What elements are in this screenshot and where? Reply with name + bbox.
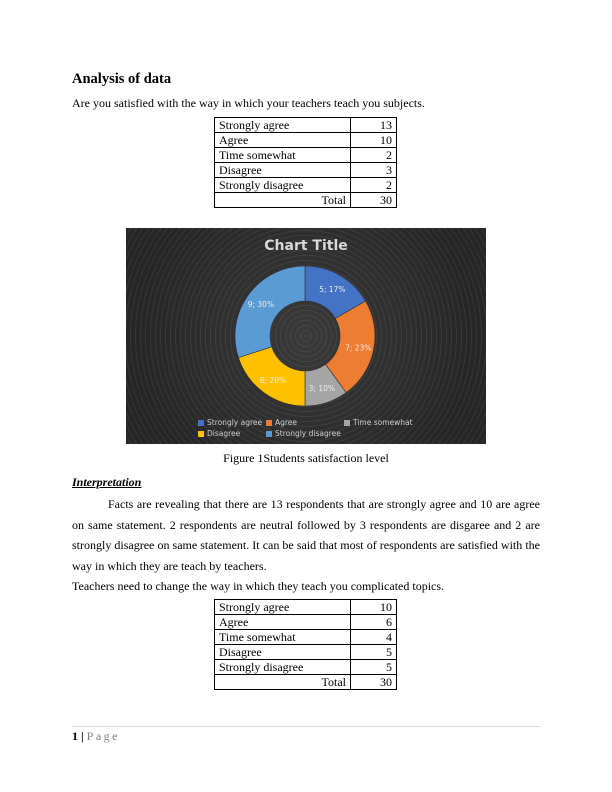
legend-item	[344, 418, 413, 427]
row-value: 2	[351, 148, 397, 163]
interpretation-title: Interpretation	[72, 475, 142, 489]
legend-swatch	[266, 420, 272, 426]
row-label: Time somewhat	[215, 148, 351, 163]
total-value: 30	[351, 675, 397, 690]
table-question-1	[214, 117, 397, 208]
footer-separator: |	[78, 729, 87, 743]
footer-divider	[72, 726, 540, 727]
legend-label: Strongly agree	[207, 418, 263, 427]
row-label: Disagree	[215, 163, 351, 178]
legend-swatch	[198, 431, 204, 437]
page-word: Page	[86, 729, 120, 743]
row-label: Strongly agree	[215, 118, 351, 133]
table-row	[215, 630, 397, 645]
table-row	[215, 600, 397, 615]
table-total-row	[215, 193, 397, 208]
row-value: 4	[351, 630, 397, 645]
legend-swatch	[344, 420, 350, 426]
row-label: Strongly disagree	[215, 178, 351, 193]
table-row	[215, 660, 397, 675]
data-label: 3; 10%	[308, 383, 336, 393]
doughnut-chart	[126, 228, 486, 444]
legend-label: Agree	[275, 418, 298, 427]
question-2: Teachers need to change the way in which they teach you complicated topics.	[72, 579, 445, 593]
row-value: 2	[351, 178, 397, 193]
figure-caption: Figure 1Students satisfaction level	[223, 451, 389, 465]
section-heading: Analysis of data	[72, 71, 172, 87]
row-value: 3	[351, 163, 397, 178]
total-label: Total	[215, 675, 351, 690]
question-1: Are you satisfied with the way in which your teachers teach you subjects.	[72, 96, 425, 110]
table-row	[215, 133, 397, 148]
table-row	[215, 118, 397, 133]
row-value: 10	[351, 133, 397, 148]
row-label: Disagree	[215, 645, 351, 660]
table-total-row	[215, 675, 397, 690]
total-value: 30	[351, 193, 397, 208]
table-question-2	[214, 599, 397, 690]
table-row	[215, 645, 397, 660]
table-row	[215, 163, 397, 178]
row-label: Strongly disagree	[215, 660, 351, 675]
row-value: 5	[351, 660, 397, 675]
row-value: 13	[351, 118, 397, 133]
data-label: 7; 23%	[345, 343, 372, 353]
legend-item	[198, 418, 262, 427]
legend-swatch	[198, 420, 204, 426]
chart-title: Chart Title	[264, 238, 348, 254]
row-value: 6	[351, 615, 397, 630]
legend-item	[266, 418, 297, 427]
legend-item	[266, 429, 341, 438]
row-label: Time somewhat	[215, 630, 351, 645]
row-value: 5	[351, 645, 397, 660]
table-row	[215, 148, 397, 163]
data-label: 9; 30%	[247, 299, 275, 309]
page-number: 1	[72, 729, 78, 743]
interpretation-paragraph: Facts are revealing that there are 13 respondents that are strongly agree and 10 are agree on same statement. 2 respondents are neutral followed by 3 respondents are disgaree and 2 are strongly disagree on same statement. It can be said that most of respondents are satisfied with the way in which they are teach by teachers.	[72, 497, 540, 573]
legend-label: Disagree	[207, 429, 241, 438]
page-footer	[72, 729, 120, 744]
legend-label: Time somewhat	[353, 418, 413, 427]
legend-label: Strongly disagree	[275, 429, 341, 438]
row-label: Agree	[215, 133, 351, 148]
row-value: 10	[351, 600, 397, 615]
legend-swatch	[266, 431, 272, 437]
chart-plot	[126, 228, 486, 444]
legend-item	[198, 429, 240, 438]
data-label: 5; 17%	[319, 284, 346, 294]
row-label: Strongly agree	[215, 600, 351, 615]
table-row	[215, 178, 397, 193]
data-label: 6; 20%	[259, 376, 287, 386]
total-label: Total	[215, 193, 351, 208]
donut-slice-strongly-disagree	[235, 266, 305, 358]
table-row	[215, 615, 397, 630]
row-label: Agree	[215, 615, 351, 630]
